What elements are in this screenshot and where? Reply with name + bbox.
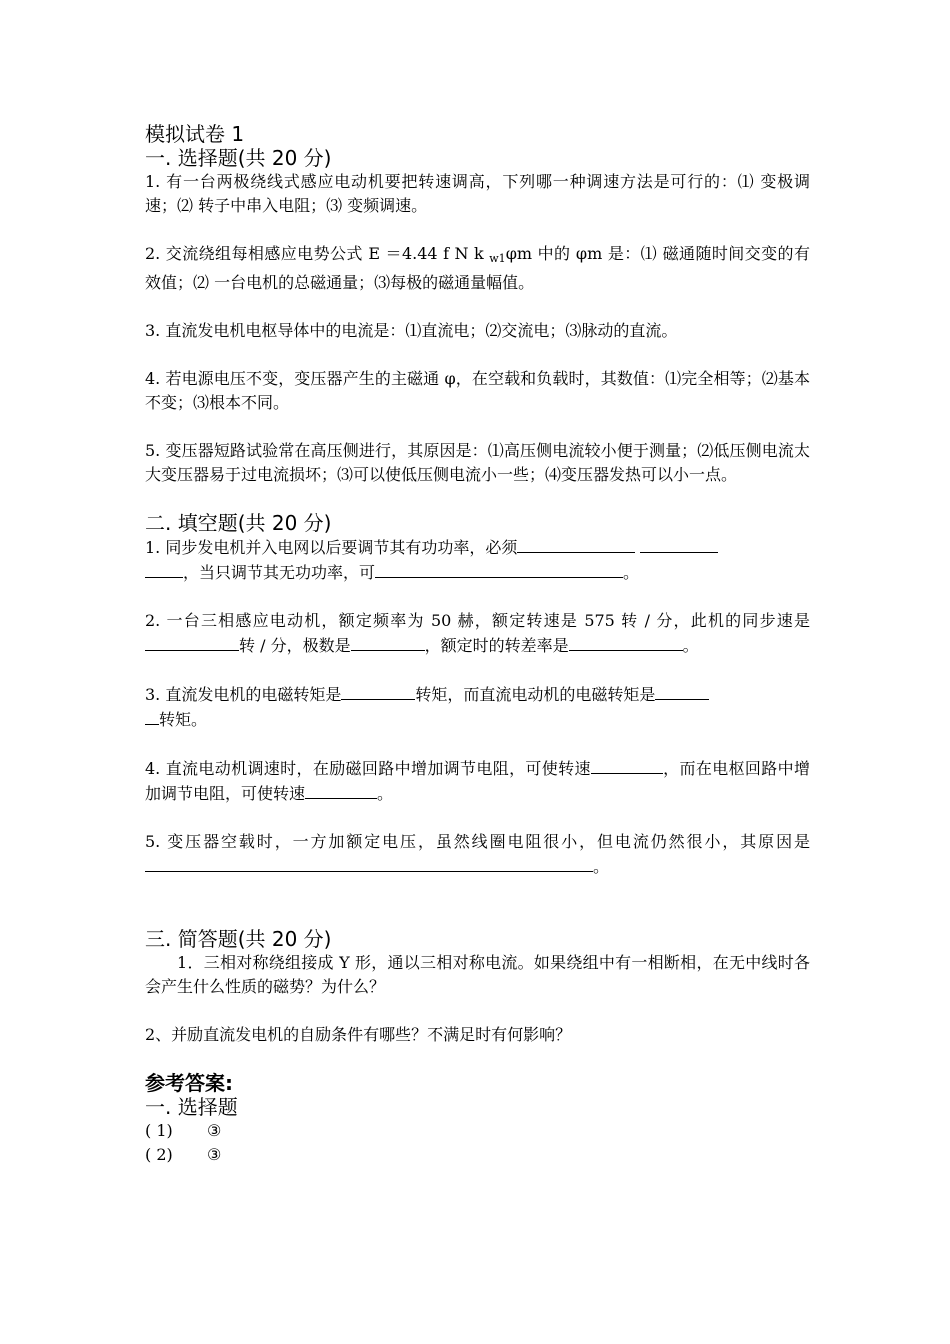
fill-blank	[145, 707, 159, 725]
answer-row: ( 2) ③	[145, 1145, 222, 1164]
question-2-2: 2. 一台三相感应电动机，额定频率为 50 赫，额定转速是 575 转 / 分，此机的同步速是转 / 分，极数是 ，额定时的转差率是 。	[145, 611, 810, 655]
fill-blank	[351, 633, 425, 651]
fill-blank	[640, 535, 718, 553]
fill-blank	[569, 633, 683, 651]
answers-sub-heading: 一. 选择题	[145, 1095, 238, 1119]
fill-blank	[145, 560, 183, 578]
page-title: 模拟试卷 1	[145, 122, 245, 146]
question-1-5: 5. 变压器短路试验常在高压侧进行，其原因是：⑴高压侧电流较小便于测量；⑵低压侧电流太大变压器易于过电流损坏；⑶可以使低压侧电流小一些；⑷变压器发热可以小一点。	[145, 441, 810, 484]
question-1-1: 1. 有一台两极绕线式感应电动机要把转速调高，下列哪一种调速方法是可行的：⑴ 变极调速；⑵ 转子中串入电阻；⑶ 变频调速。	[145, 172, 810, 215]
section2-heading: 二. 填空题(共 20 分)	[145, 511, 332, 535]
question-1-4: 4. 若电源电压不变，变压器产生的主磁通 φ，在空载和负载时，其数值：⑴完全相等；⑵基本不变；⑶根本不同。	[145, 369, 810, 412]
question-2-4: 4. 直流电动机调速时，在励磁回路中增加调节电阻，可使转速 ，而在电枢回路中增加调节电阻，可使转速 。	[145, 756, 810, 806]
document-body	[145, 122, 810, 1167]
fill-blank	[591, 756, 663, 774]
section1-heading: 一. 选择题(共 20 分)	[145, 146, 332, 170]
question-1-3: 3. 直流发电机电枢导体中的电流是：⑴直流电；⑵交流电；⑶脉动的直流。	[145, 321, 678, 340]
fill-blank	[145, 633, 239, 651]
fill-blank	[655, 682, 709, 700]
fill-blank	[305, 781, 377, 799]
question-3-1: 1．三相对称绕组接成 Y 形，通以三相对称电流。如果绕组中有一相断相，在无中线时各会产生什么性质的磁势？为什么？	[145, 953, 810, 996]
answers-heading: 参考答案:	[145, 1071, 233, 1095]
fill-blank	[517, 535, 635, 553]
question-2-5: 5. 变压器空载时，一方加额定电压，虽然线圈电阻很小，但电流仍然很小，其原因是。	[145, 832, 810, 876]
answer-row: ( 1) ③	[145, 1121, 222, 1140]
question-2-1: 1. 同步发电机并入电网以后要调节其有功功率，必须 ，当只调节其无功功率，可 。	[145, 535, 810, 585]
fill-blank	[375, 560, 623, 578]
question-1-2: 2. 交流绕组每相感应电势公式 E ＝4.44 f N k $_{w1}$φm 中的 φm 是：⑴ 磁通随时间交变的有效值；⑵ 一台电机的总磁通量；⑶每极的磁通量幅值。	[145, 244, 810, 292]
fill-blank	[145, 854, 593, 872]
section3-heading: 三. 简答题(共 20 分)	[145, 927, 332, 951]
question-2-3: 3. 直流发电机的电磁转矩是 转矩，而直流电动机的电磁转矩是 转矩。	[145, 682, 810, 732]
fill-blank	[341, 682, 415, 700]
question-3-2: 2、并励直流发电机的自励条件有哪些？不满足时有何影响？	[145, 1025, 572, 1044]
